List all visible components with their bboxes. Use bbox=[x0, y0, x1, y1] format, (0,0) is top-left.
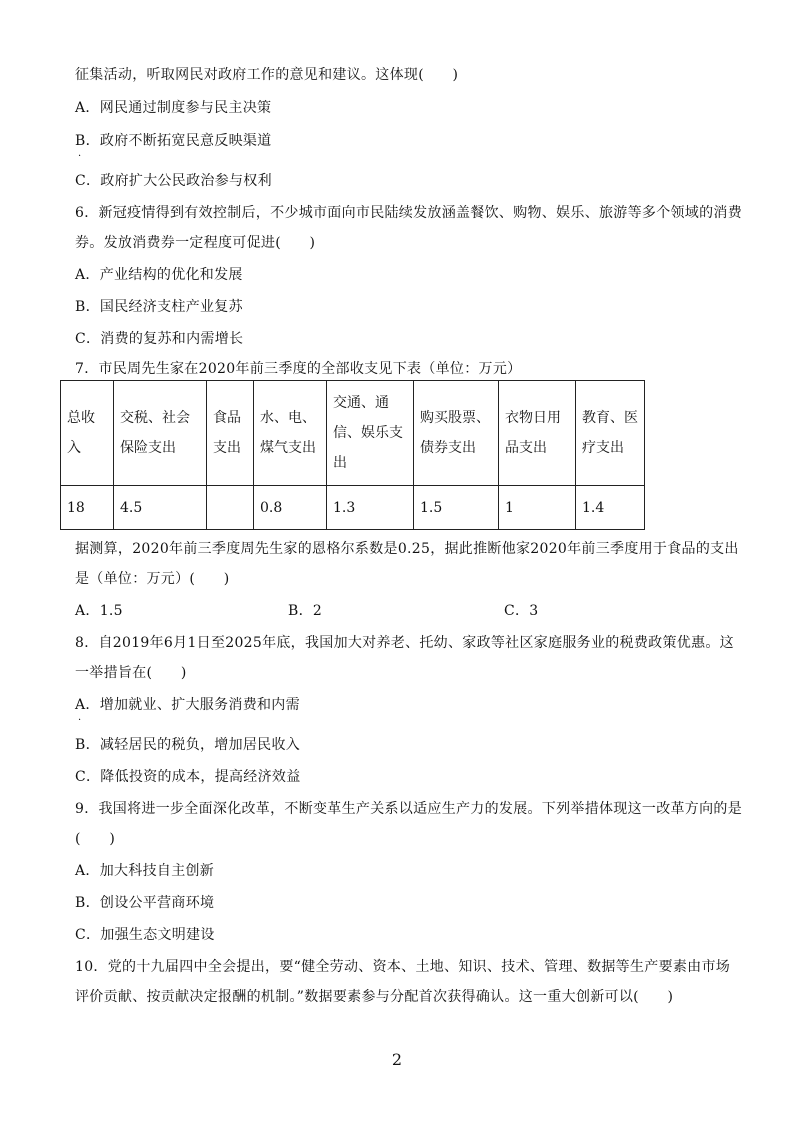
question-6-stem-line-2: 券。发放消费券一定程度可促进( ) bbox=[75, 235, 316, 251]
table-header-cell bbox=[207, 381, 254, 486]
header-text: 交通、通 bbox=[333, 395, 389, 411]
question-9-option-c: C．加强生态文明建设 bbox=[75, 927, 215, 943]
income-expense-table bbox=[60, 380, 645, 530]
question-7-stem: 7．市民周先生家在2020年前三季度的全部收支见下表（单位：万元） bbox=[75, 361, 522, 377]
header-text: 交税、社会 bbox=[120, 410, 190, 426]
question-7-option-c: C．3 bbox=[504, 603, 539, 619]
question-9-option-b: B．创设公平营商环境 bbox=[75, 895, 215, 911]
question-7-option-a: A．1.5 bbox=[75, 603, 123, 619]
question-9-stem-line-1: 9．我国将进一步全面深化改革，不断变革生产关系以适应生产力的发展。下列举措体现这一改革方向的是 bbox=[75, 801, 743, 817]
question-8-option-a: A．增加就业、扩大服务消费和内需 bbox=[75, 697, 300, 713]
header-text: 债券支出 bbox=[420, 440, 476, 456]
header-text: 品支出 bbox=[505, 440, 547, 456]
header-text: 总收 bbox=[67, 410, 95, 426]
table-cell: 1 bbox=[499, 486, 576, 530]
table-cell: 0.8 bbox=[254, 486, 327, 530]
header-text: 支出 bbox=[213, 440, 241, 456]
table-cell: 4.5 bbox=[114, 486, 207, 530]
question-8-stem-line-2: 一举措旨在( ) bbox=[75, 665, 187, 681]
question-7-stem-after-line-2: 是（单位：万元）( ) bbox=[75, 571, 230, 587]
table-header-cell bbox=[576, 381, 645, 486]
question-8-option-b: B．减轻居民的税负，增加居民收入 bbox=[75, 737, 301, 753]
question-5-option-c: C．政府扩大公民政治参与权利 bbox=[75, 173, 272, 189]
table-header-cell bbox=[414, 381, 499, 486]
table-cell: 1.5 bbox=[414, 486, 499, 530]
header-text: 衣物日用 bbox=[505, 410, 561, 426]
table-header-cell bbox=[61, 381, 114, 486]
question-5-stem: 征集活动，听取网民对政府工作的意见和建议。这体现( ) bbox=[75, 67, 459, 83]
bullet-dot: · bbox=[78, 151, 82, 162]
table-cell: 1.3 bbox=[327, 486, 414, 530]
question-7-stem-after-line-1: 据测算，2020年前三季度周先生家的恩格尔系数是0.25，据此推断他家2020年前三季度用于食品的支出 bbox=[75, 541, 739, 557]
question-6-option-a: A．产业结构的优化和发展 bbox=[75, 267, 243, 283]
question-8-stem-line-1: 8．自2019年6月1日至2025年底，我国加大对养老、托幼、家政等社区家庭服务业的税费政策优惠。这 bbox=[75, 635, 734, 651]
header-text: 保险支出 bbox=[120, 440, 176, 456]
header-text: 信、娱乐支 bbox=[333, 425, 403, 441]
header-text: 疗支出 bbox=[582, 440, 624, 456]
question-6-option-c: C．消费的复苏和内需增长 bbox=[75, 331, 244, 347]
question-6-stem-line-1: 6．新冠疫情得到有效控制后，不少城市面向市民陆续发放涵盖餐饮、购物、娱乐、旅游等多个领域的消费 bbox=[75, 205, 743, 221]
header-text: 煤气支出 bbox=[260, 440, 316, 456]
question-10-stem-line-1: 10．党的十九届四中全会提出，要“健全劳动、资本、土地、知识、技术、管理、数据等生产要素由市场 bbox=[75, 959, 731, 975]
question-7-option-b: B．2 bbox=[288, 603, 323, 619]
page-number: 2 bbox=[391, 1050, 403, 1069]
table-cell: 18 bbox=[61, 486, 114, 530]
bullet-dot: · bbox=[78, 715, 82, 726]
header-text: 食品 bbox=[213, 410, 241, 426]
table-cell bbox=[207, 486, 254, 530]
header-text: 教育、医 bbox=[582, 410, 638, 426]
table-cell: 1.4 bbox=[576, 486, 645, 530]
table-row bbox=[61, 486, 645, 530]
question-10-stem-line-2: 评价贡献、按贡献决定报酬的机制。”数据要素参与分配首次获得确认。这一重大创新可以( ) bbox=[75, 989, 674, 1005]
question-5-option-a: A．网民通过制度参与民主决策 bbox=[75, 100, 272, 116]
table-header-row bbox=[61, 381, 645, 486]
table-header-cell bbox=[114, 381, 207, 486]
header-text: 出 bbox=[333, 455, 347, 471]
header-text: 水、电、 bbox=[260, 410, 316, 426]
header-text: 购买股票、 bbox=[420, 410, 490, 426]
question-5-option-b: B．政府不断拓宽民意反映渠道 bbox=[75, 133, 272, 149]
question-9-stem-line-2: ( ) bbox=[75, 831, 116, 847]
header-text: 入 bbox=[67, 440, 81, 456]
question-6-option-b: B．国民经济支柱产业复苏 bbox=[75, 299, 243, 315]
table-header-cell bbox=[254, 381, 327, 486]
table-header-cell bbox=[327, 381, 414, 486]
table-header-cell bbox=[499, 381, 576, 486]
question-9-option-a: A．加大科技自主创新 bbox=[75, 863, 215, 879]
question-8-option-c: C．降低投资的成本，提高经济效益 bbox=[75, 769, 301, 785]
